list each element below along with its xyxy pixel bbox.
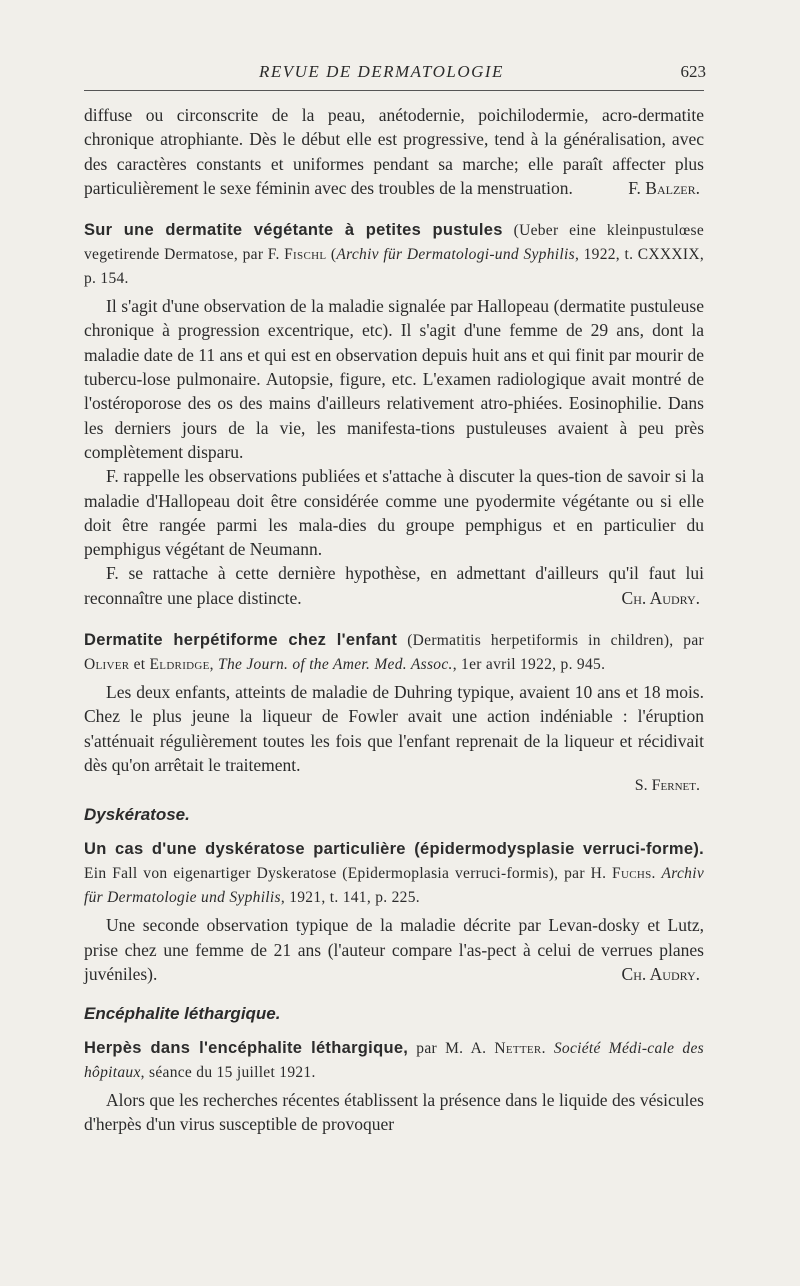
ref-text: et [129, 656, 150, 674]
page-number: 623 [680, 62, 706, 81]
article-oliver-eldridge [84, 628, 704, 795]
article-netter [84, 1036, 704, 1137]
running-head [84, 58, 704, 91]
article-heading [84, 628, 704, 676]
signature-fernet: S. Fernet. [634, 777, 700, 795]
ref-author: Eldridge [149, 656, 210, 674]
ref-author: Netter [494, 1040, 542, 1058]
article-paragraph [84, 913, 704, 986]
paragraph-text: Une seconde observation typique de la maladie décrite par Levan-dosky et Lutz, prise chez une femme de 21 ans (l'auteur compare l'as-pect à celui de verrues planes juvéniles). [84, 915, 704, 984]
ref-text: , séance du 15 juillet 1921. [140, 1064, 316, 1082]
ref-text: ( [326, 246, 337, 264]
article-paragraph: F. rappelle les observations publiées et s'attache à discuter la ques-tion de savoir si la maladie d'Hallopeau doit être considérée comme une pyodermite végétante ou si elle doit être rangée parmi les mala-dies du groupe pemphigus et en particulier du pemphigus végétant de Neumann. [84, 466, 704, 560]
ref-journal: Société Médi-cale des hôpitaux [84, 1040, 704, 1082]
paragraph-text: F. se rattache à cette dernière hypothèse, en admettant d'ailleurs qu'il faut lui reconnaître une place distincte. [84, 563, 704, 608]
signature-audry: Ch. Audry. [621, 963, 700, 984]
ref-author: Oliver [84, 656, 130, 674]
ref-text: Ein Fall von eigenartiger Dyskeratose (Epidermoplasia verruci-formis), par H. [84, 865, 613, 883]
article-paragraph: Il s'agit d'une observation de la maladie signalée par Hallopeau (dermatite pustuleuse chronique à progression excentrique, etc). Il s'agit d'une femme de 29 ans, dont la maladie date de 11 ans et qui est en observation depuis huit ans et qui finit par mourir de tubercu-lose pulmonaire. Autopsie, figure, etc. L'examen radiologique avait montré de l'ostéroporose des os des mains d'ailleurs relativement atro-phiées. Eosinophilie. Dans les derniers jours de la vie, les manifesta-tions pustuleuses avaient à peu près complètement disparu. [84, 296, 704, 462]
ref-text: , [209, 656, 219, 674]
ref-author: Fischl [284, 246, 327, 264]
running-title: REVUE DE DERMATOLOGIE [259, 62, 504, 81]
article-title: Dermatite herpétiforme chez l'enfant [84, 631, 398, 650]
ref-journal: The Journ. of the Amer. Med. Assoc. [218, 656, 453, 674]
article-paragraph: Alors que les recherches récentes établissent la présence dans le liquide des vésicules d'herpès d'un virus susceptible de provoquer [84, 1090, 704, 1135]
continuation-text: diffuse ou circonscrite de la peau, anétodernie, poichilodermie, acro-dermatite chronique atrophiante. Dès le début elle est progressive, tend à la généralisation, avec des caractères constants et uniformes pendant sa marche; elle paraît affecter plus particulièrement le sexe féminin avec des troubles de la menstruation. [84, 105, 704, 198]
section-title-dyskeratose: Dyskératose. [84, 805, 190, 825]
ref-text: (Dermatitis herpetiformis in children), par [407, 632, 704, 650]
ref-text: par M. A. [408, 1040, 495, 1058]
ref-author: Fuchs [612, 865, 652, 883]
section-title-encephalite: Encéphalite léthargique. [84, 1004, 281, 1024]
ref-journal: Archiv für Dermatologie und Syphilis [84, 865, 704, 907]
ref-text: , 1922, t. CXXXIX, p. 154. [84, 246, 705, 288]
continuation-paragraph [84, 103, 704, 200]
ref-text: (Ueber eine kleinpustulœse vegetirende Dermatose, par F. [84, 222, 705, 264]
ref-text: . [651, 865, 662, 883]
ref-journal: Archiv für Dermatologi-und Syphilis [336, 246, 575, 264]
ref-text: , 1er avril 1922, p. 945. [452, 656, 606, 674]
article-paragraph [84, 561, 704, 610]
article-heading [84, 218, 704, 290]
article-heading [84, 1036, 704, 1084]
signature-audry: Ch. Audry. [621, 587, 700, 608]
article-title: Un cas d'une dyskératose particulière (épidermodysplasie verruci-forme). [84, 840, 704, 859]
article-heading [84, 837, 704, 909]
signature-balzer: F. Balzer. [628, 177, 700, 198]
article-fischl [84, 218, 704, 610]
article-title: Sur une dermatite végétante à petites pustules [84, 221, 503, 240]
ref-text: , 1921, t. 141, p. 225. [280, 889, 420, 907]
article-title: Herpès dans l'encéphalite léthargique, [84, 1039, 409, 1058]
article-fuchs [84, 837, 704, 986]
ref-text: . [541, 1040, 554, 1058]
article-paragraph: Les deux enfants, atteints de maladie de Duhring typique, avaient 10 ans et 18 mois. Chez le plus jeune la liqueur de Fowler avait une action indéniable : l'éruption s'atténuait régulièrement toutes les fois que l'enfant reprenait de la liqueur et récidivait dès qu'on arrêtait le traitement. [84, 682, 704, 775]
article-reference [84, 865, 704, 906]
